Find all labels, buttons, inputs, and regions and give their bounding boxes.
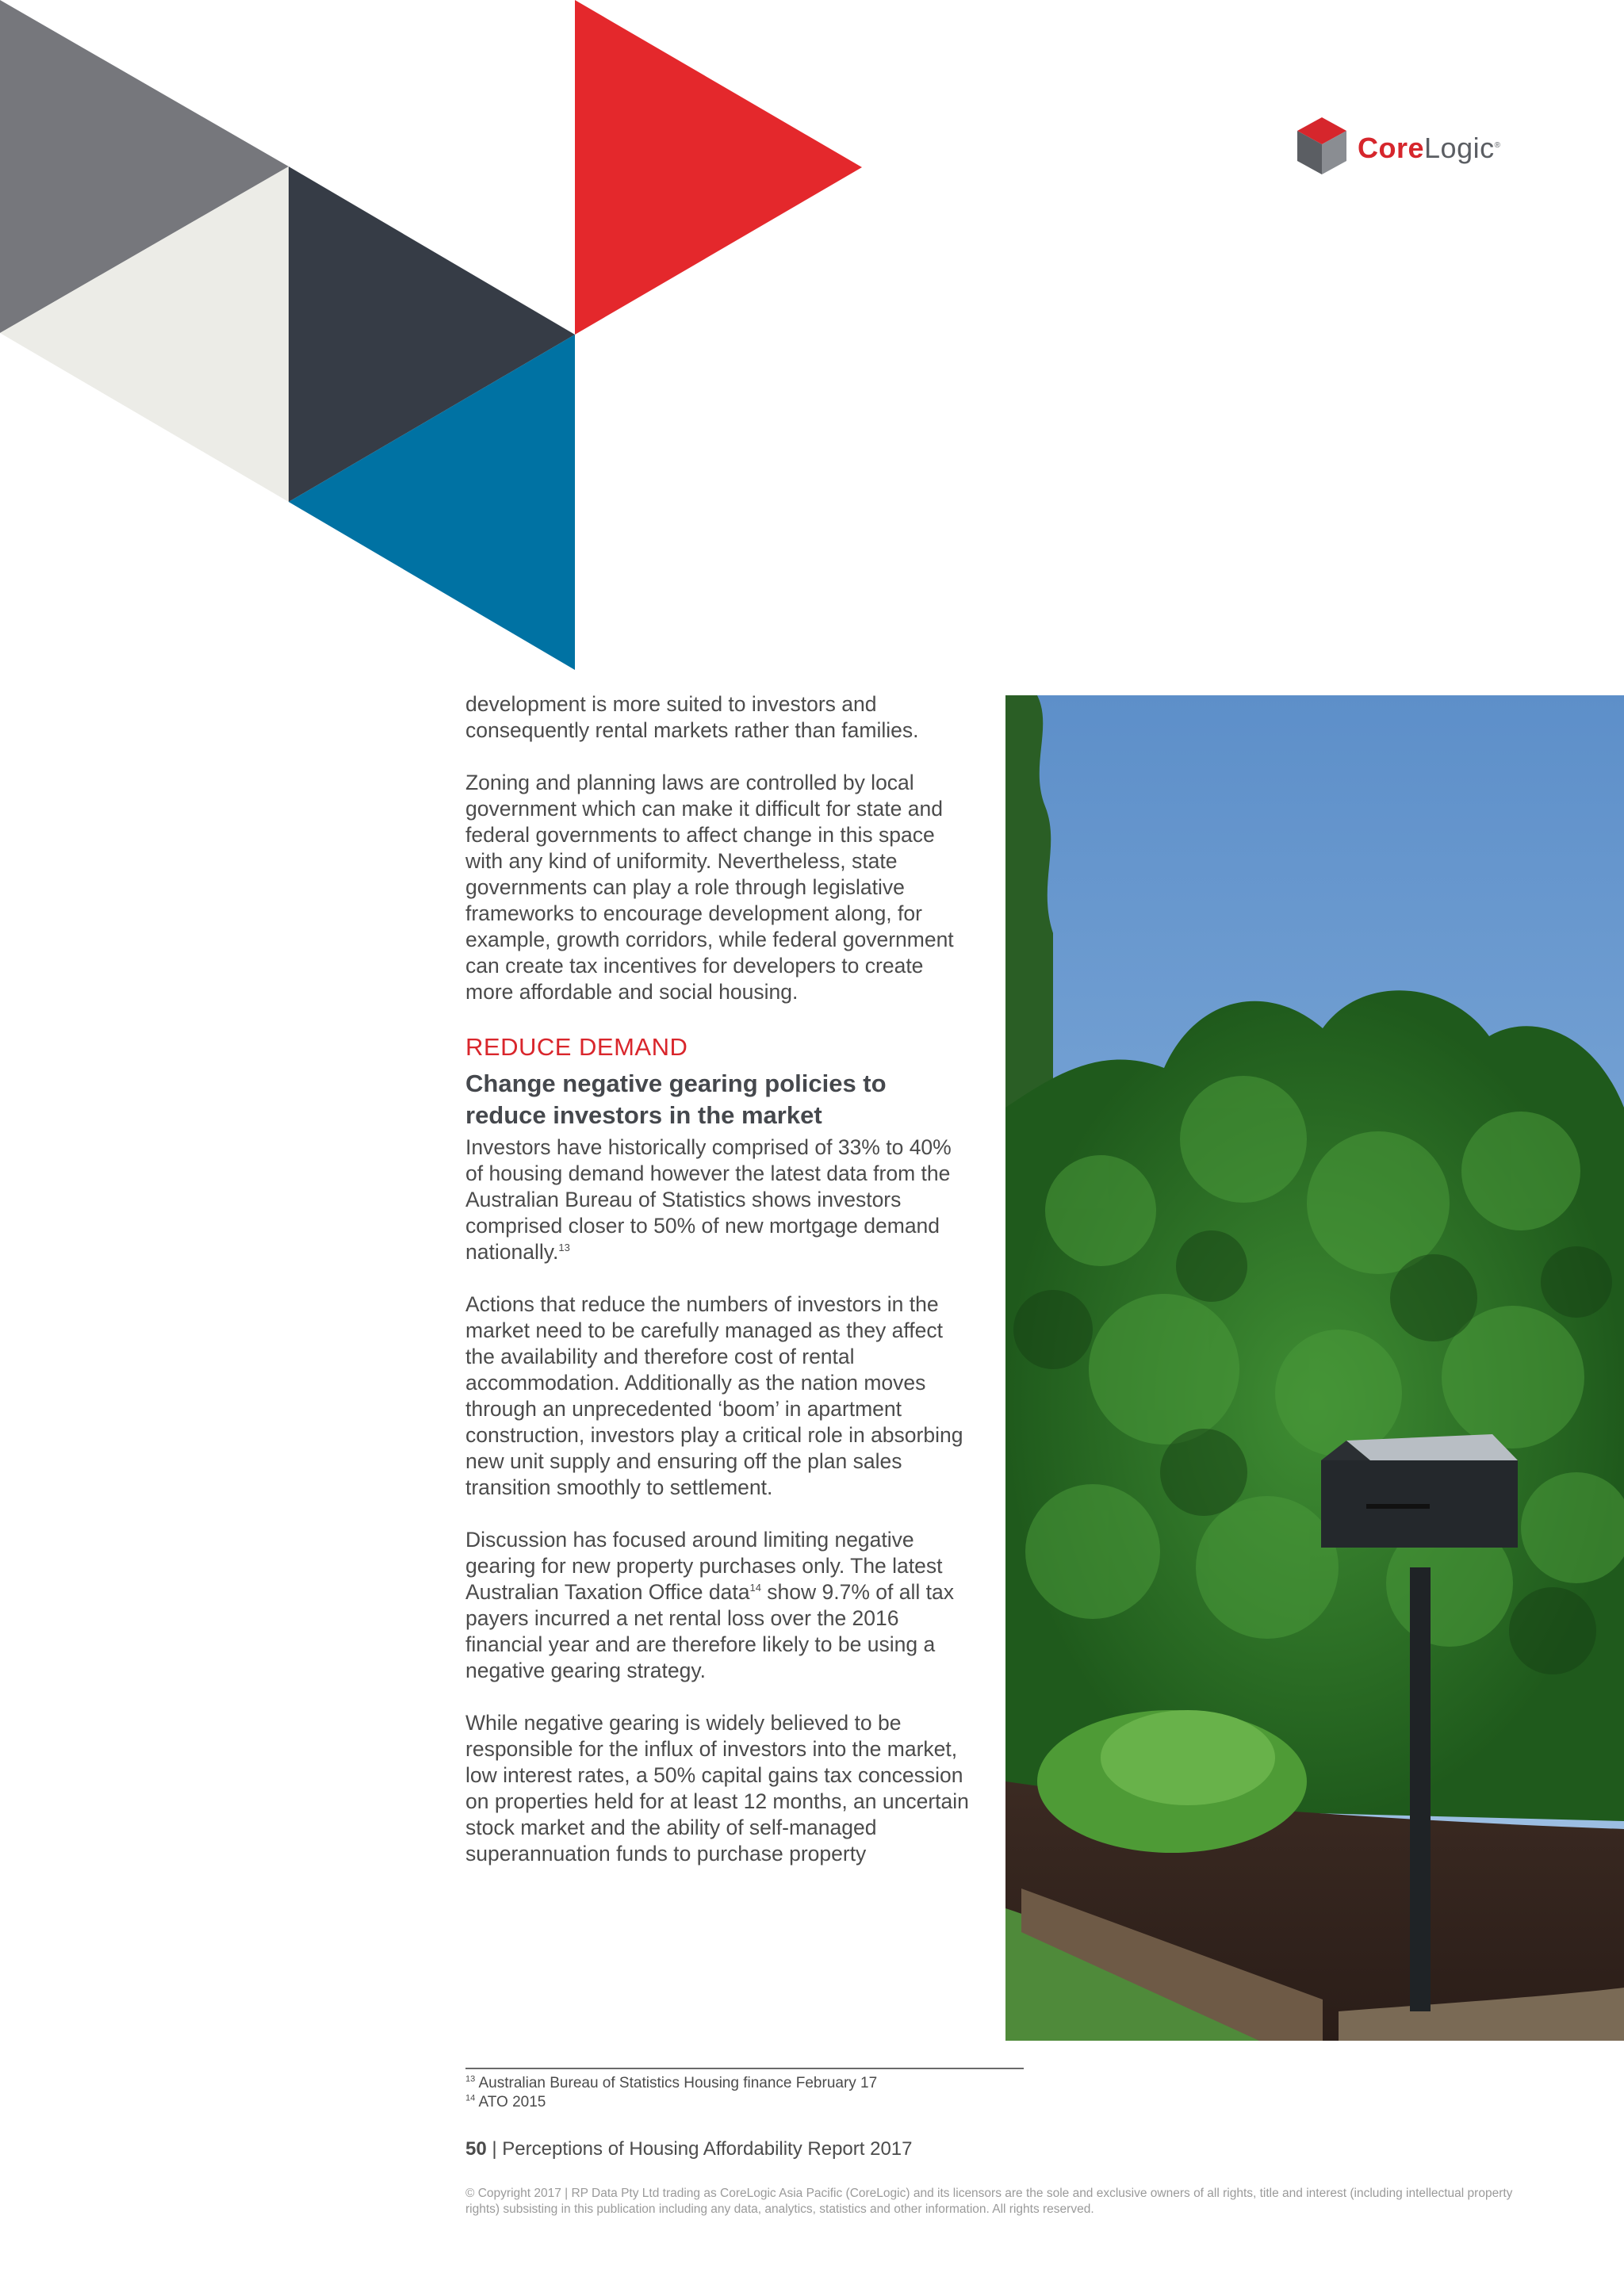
letterbox-hedge-photo <box>1005 695 1624 2041</box>
article-body <box>465 691 973 1893</box>
paragraph-3 <box>465 1135 973 1265</box>
section-label: REDUCE DEMAND <box>465 1033 688 1061</box>
page-footer <box>465 2138 913 2160</box>
corelogic-logo <box>1296 116 1510 179</box>
logo-trademark: ® <box>1494 141 1501 150</box>
logo-core: Core <box>1358 132 1425 164</box>
report-title: Perceptions of Housing Affordability Report 2017 <box>502 2138 913 2160</box>
footnote-number: 13 <box>465 2074 476 2084</box>
paragraph-5 <box>465 1527 973 1684</box>
paragraph-2: Zoning and planning laws are controlled by local government which can make it difficult for state and federal governments to affect change in this space with any kind of uniformity. Nevertheless, state governments can play a role through legislative frameworks to encourage development along, for example, growth corridors, while federal government can create tax incentives for developers to create more affordable and social housing. <box>465 771 954 1004</box>
paragraph-3-text: Investors have historically comprised of 33% to 40% of housing demand however the latest data from the Australian Bureau of Statistics shows investors comprised closer to 50% of new mortgage demand nationally. <box>465 1135 952 1264</box>
footnote-ref-14[interactable]: 14 <box>749 1582 761 1594</box>
footnote-14 <box>465 2093 1024 2112</box>
red-triangle <box>575 0 862 335</box>
footnote-ref-13[interactable]: 13 <box>558 1242 570 1254</box>
logo-logic: Logic <box>1424 132 1495 164</box>
footnote-13 <box>465 2074 1024 2093</box>
section-title: Change negative gearing policies to reduce investors in the market <box>465 1070 887 1129</box>
logo-wordmark <box>1358 132 1500 165</box>
paragraph-5-text-b: show 9.7% of all tax payers incurred a net rental loss over the 2016 financial year and are therefore likely to be using a negative gearing strategy. <box>465 1580 954 1682</box>
decorative-triangles <box>0 0 872 682</box>
paragraph-4: Actions that reduce the numbers of investors in the market need to be carefully managed as they affect the availability and therefore cost of rental accommodation. Additionally as the nation moves through an unprecedented ‘boom’ in apartment construction, investors play a critical role in absorbing new unit supply and ensuring off the plan sales transition smoothly to settlement. <box>465 1292 963 1499</box>
footnote-number: 14 <box>465 2093 476 2103</box>
paragraph-1: development is more suited to investors and consequently rental markets rather than families. <box>465 692 919 742</box>
footnotes <box>465 2068 1024 2112</box>
footnote-text: ATO 2015 <box>478 2094 546 2110</box>
paragraph-6: While negative gearing is widely believed to be responsible for the influx of investors into the market, low interest rates, a 50% capital gains tax concession on properties held for at least 12 months, an uncertain stock market and the ability of self-managed superannuation funds to purchase property <box>465 1711 969 1866</box>
page-number: 50 <box>465 2138 487 2160</box>
paragraph-5-text-a: Discussion has focused around limiting negative gearing for new property purchases only. The latest Australian Taxation Office data <box>465 1528 943 1604</box>
footnote-text: Australian Bureau of Statistics Housing finance February 17 <box>478 2075 878 2091</box>
copyright-notice: © Copyright 2017 | RP Data Pty Ltd trading as CoreLogic Asia Pacific (CoreLogic) and its licensors are the sole and exclusive owners of all rights, title and interest (including intellectual property rights) subsisting in this publication including any data, analytics, statistics and other information. All rights reserved. <box>465 2187 1513 2216</box>
footer-separator: | <box>486 2138 503 2160</box>
corelogic-cube-icon <box>1296 116 1348 176</box>
